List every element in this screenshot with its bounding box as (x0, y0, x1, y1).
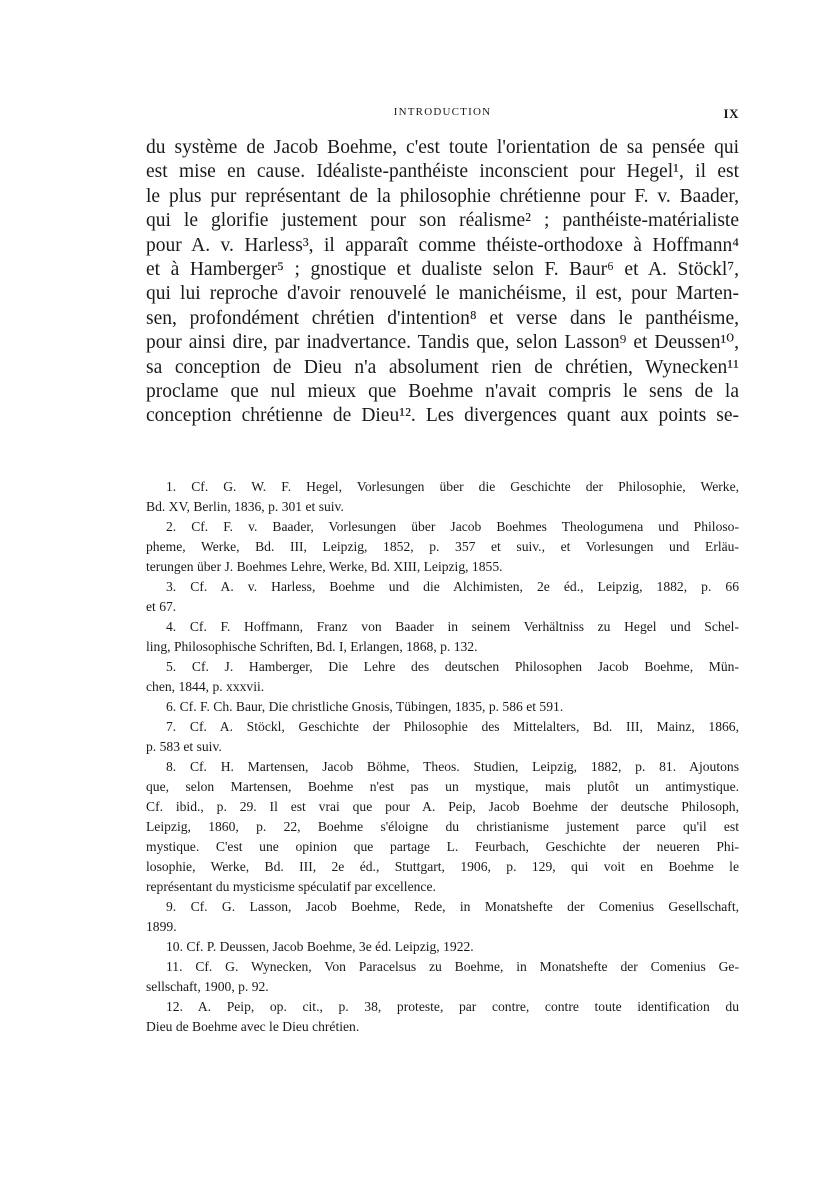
footnote-line: 12. A. Peip, op. cit., p. 38, proteste, par contre, contre toute identification du (166, 999, 739, 1014)
footnote-line: 2. Cf. F. v. Baader, Vorlesungen über Jacob Boehmes Theologumena und Philoso- (166, 519, 739, 534)
footnote-4 (146, 617, 739, 657)
running-header (146, 106, 739, 126)
footnote-line: 4. Cf. F. Hoffmann, Franz von Baader in seinem Verhältniss zu Hegel und Schel- (166, 619, 739, 634)
footnote-1 (146, 477, 739, 517)
footnote-line: Leipzig, 1860, p. 22, Boehme s'éloigne du christianisme justement parce qu'il est (146, 819, 739, 834)
footnote-11 (146, 957, 739, 997)
footnote-line: 8. Cf. H. Martensen, Jacob Böhme, Theos. Studien, Leipzig, 1882, p. 81. Ajoutons (166, 759, 739, 774)
text-line: et à Hamberger⁵ ; gnostique et dualiste selon F. Baur⁶ et A. Stöckl⁷, (146, 259, 739, 281)
footnote-9 (146, 897, 739, 937)
text-line: pour ainsi dire, par inadvertance. Tandis que, selon Lasson⁹ et Deussen¹⁰, (146, 332, 739, 354)
footnote-line: 9. Cf. G. Lasson, Jacob Boehme, Rede, in Monatshefte der Comenius Gesellschaft, (166, 899, 739, 914)
footnote-6 (146, 697, 739, 717)
running-title: INTRODUCTION (393, 106, 492, 118)
footnote-line: Cf. ibid., p. 29. Il est vrai que pour A. Peip, Jacob Boehme der deutsche Philosoph, (146, 799, 739, 814)
footnote-line: Dieu de Boehme avec le Dieu chrétien. (146, 1019, 360, 1034)
footnote-line: 10. Cf. P. Deussen, Jacob Boehme, 3e éd. Leipzig, 1922. (166, 939, 474, 954)
text-line: pour A. v. Harless³, il apparaît comme théiste-orthodoxe à Hoffmann⁴ (146, 234, 739, 256)
footnote-line: 6. Cf. F. Ch. Baur, Die christliche Gnosis, Tübingen, 1835, p. 586 et 591. (166, 699, 564, 714)
footnote-line: losophie, Werke, Bd. III, 2e éd., Stuttgart, 1906, p. 129, qui voit en Boehme le (146, 859, 739, 874)
text-line: proclame que nul mieux que Boehme n'avait compris le sens de la (146, 381, 739, 403)
footnote-line: sellschaft, 1900, p. 92. (146, 979, 269, 994)
footnote-2 (146, 517, 739, 577)
footnote-line: 11. Cf. G. Wynecken, Von Paracelsus zu Boehme, in Monatshefte der Comenius Ge- (166, 959, 739, 974)
footnote-line: que, selon Martensen, Boehme n'est pas un mystique, mais plutôt un antimystique. (146, 779, 739, 794)
footnote-7 (146, 717, 739, 757)
page-number: IX (723, 106, 739, 121)
text-line: du système de Jacob Boehme, c'est toute l'orientation de sa pensée qui (146, 137, 739, 158)
footnote-line: représentant du mysticisme spéculatif par excellence. (146, 879, 436, 894)
text-line: est mise en cause. Idéaliste-panthéiste inconscient pour Hegel¹, il est (146, 161, 739, 183)
footnote-line: 7. Cf. A. Stöckl, Geschichte der Philosophie des Mittelalters, Bd. III, Mainz, 1866, (166, 719, 739, 734)
footnote-line: p. 583 et suiv. (146, 739, 222, 754)
text-line: sen, profondément chrétien d'intention⁸ et verse dans le panthéisme, (146, 307, 739, 329)
footnote-line: terungen über J. Boehmes Lehre, Werke, Bd. XIII, Leipzig, 1855. (146, 559, 503, 574)
text-line: conception chrétienne de Dieu¹². Les divergences quant aux points se- (146, 405, 739, 427)
text-line: qui lui reproche d'avoir renouvelé le manichéisme, il est, pour Marten- (146, 283, 739, 305)
footnote-line: Bd. XV, Berlin, 1836, p. 301 et suiv. (146, 499, 344, 514)
footnote-10 (146, 937, 739, 957)
footnote-12 (146, 997, 739, 1037)
footnote-line: et 67. (146, 599, 177, 614)
text-line: sa conception de Dieu n'a absolument rien de chrétien, Wynecken¹¹ (146, 356, 739, 378)
footnote-line: 1899. (146, 919, 177, 934)
footnote-line: ling, Philosophische Schriften, Bd. I, Erlangen, 1868, p. 132. (146, 639, 478, 654)
footnote-line: pheme, Werke, Bd. III, Leipzig, 1852, p. 357 et suiv., et Vorlesungen und Erläu- (146, 539, 739, 554)
footnote-8 (146, 757, 739, 897)
footnote-line: chen, 1844, p. xxxvii. (146, 679, 265, 694)
text-line: le plus pur représentant de la philosophie chrétienne pour F. v. Baader, (146, 185, 739, 207)
text-line: qui le glorifie justement pour son réalisme² ; panthéiste-matérialiste (146, 210, 739, 232)
footnote-line: 5. Cf. J. Hamberger, Die Lehre des deutschen Philosophen Jacob Boehme, Mün- (166, 659, 739, 674)
footnotes (146, 477, 739, 1037)
footnote-line: 1. Cf. G. W. F. Hegel, Vorlesungen über die Geschichte der Philosophie, Werke, (166, 479, 739, 494)
footnote-line: 3. Cf. A. v. Harless, Boehme und die Alchimisten, 2e éd., Leipzig, 1882, p. 66 (166, 579, 739, 594)
footnote-line: mystique. C'est une opinion que partage L. Feurbach, Geschichte der neueren Phi- (146, 839, 739, 854)
main-text (146, 136, 739, 429)
footnote-5 (146, 657, 739, 697)
footnote-3 (146, 577, 739, 617)
